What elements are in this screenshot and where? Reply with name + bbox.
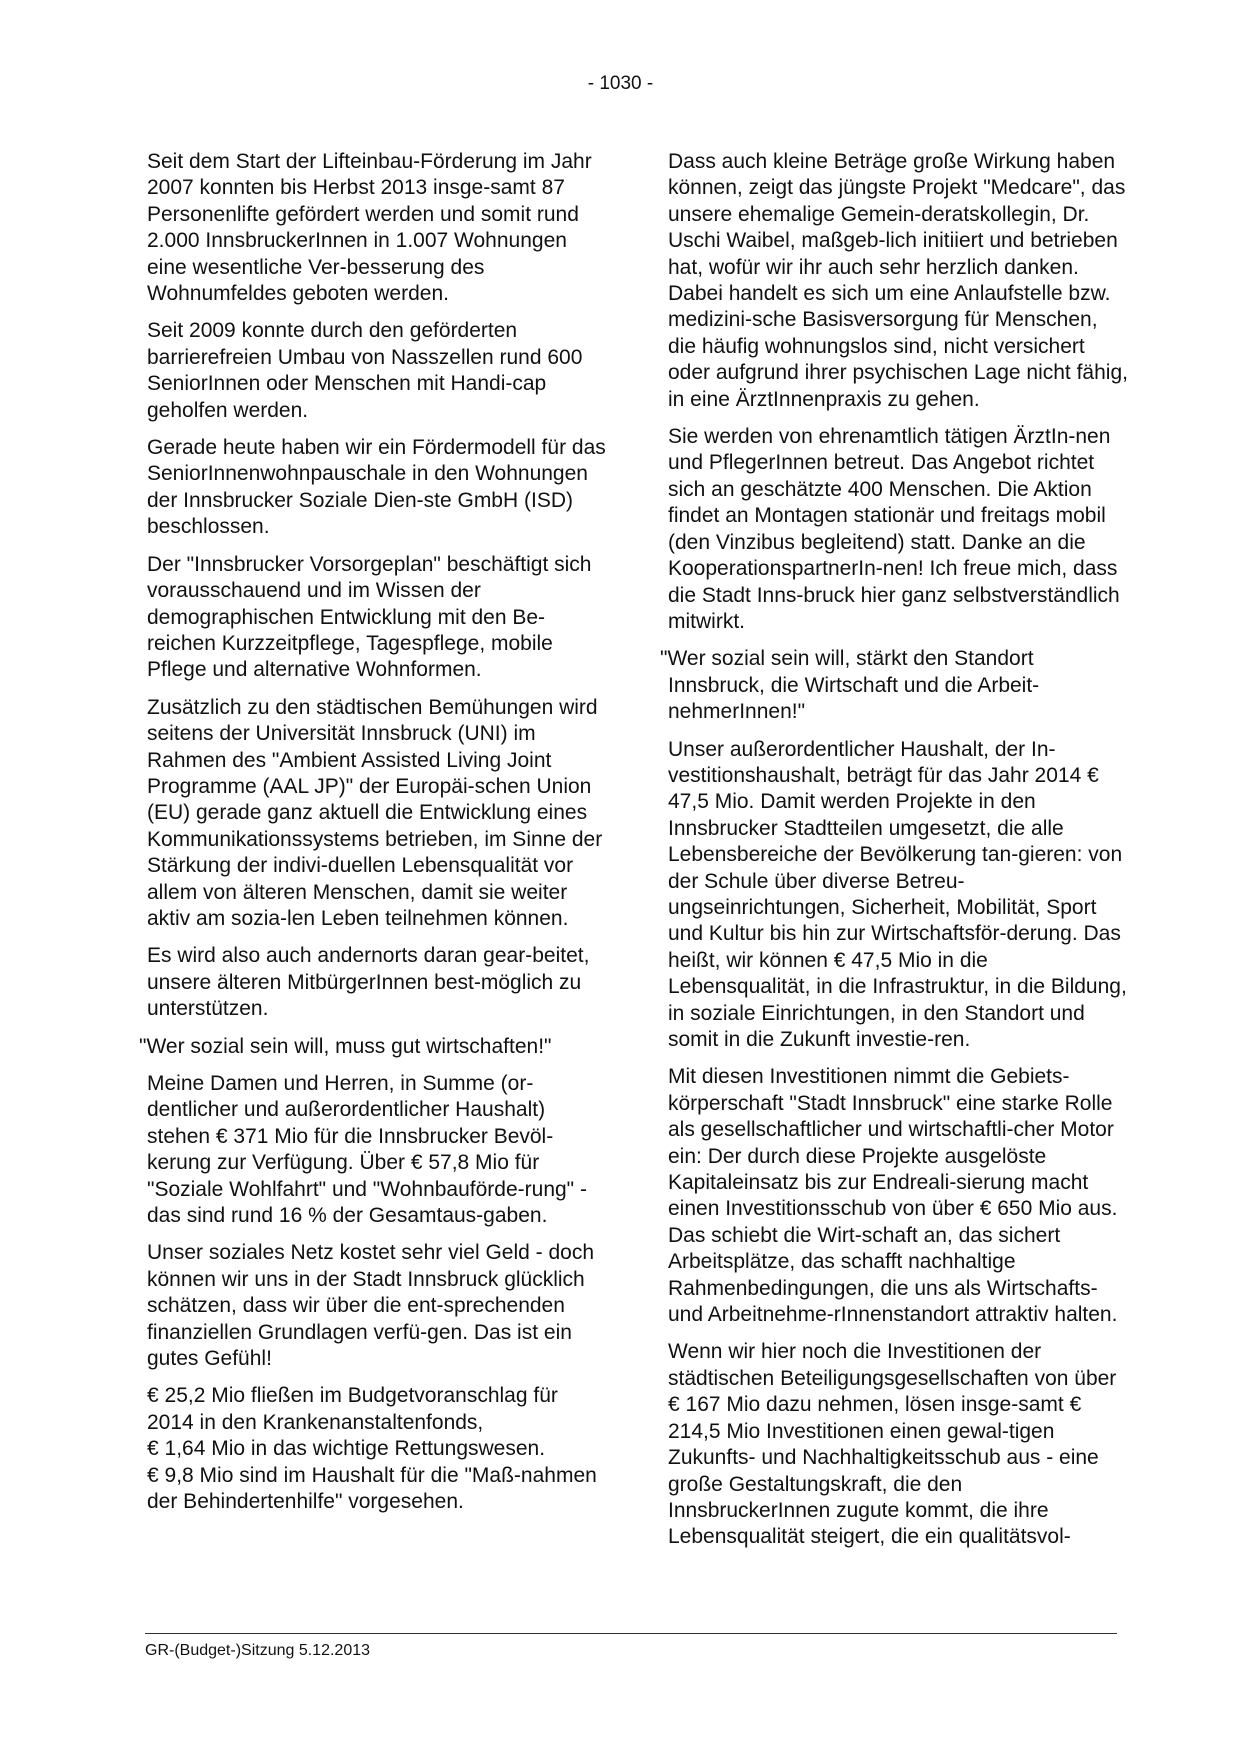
left-column [139,149,607,1527]
budget-line: € 25,2 Mio fließen im Budgetvoranschlag für 2014 in den Krankenanstaltenfonds, [147,1384,558,1434]
budget-line: € 1,64 Mio in das wichtige Rettungswesen. [147,1437,546,1461]
paragraph: Es wird also auch andernorts daran gear-beitet, unsere älteren MitbürgerInnen best-möglich zu unterstützen. [147,944,590,1021]
paragraph: Seit 2009 konnte durch den geförderten barrierefreien Umbau von Nasszellen rund 600 SeniorInnen oder Menschen mit Handi-cap geholfen werden. [147,319,583,422]
paragraph: Wenn wir hier noch die Investitionen der städtischen Beteiligungsgesellschaften von über € 167 Mio dazu nehmen, lösen insge-samt € 214,5 Mio Investitionen einen gewal-tigen Zukunfts- und Nachhaltigkeitsschub aus - eine große Gestaltungskraft, die den InnsbruckerInnen zugute kommt, die ihre Lebensqualität steigert, die ein qualitätsvol- [668,1340,1117,1549]
paragraph: Seit dem Start der Lifteinbau-Förderung im Jahr 2007 konnten bis Herbst 2013 insge-samt 87 Personenlifte gefördert werden und somit rund 2.000 InnsbruckerInnen in 1.007 Wohnungen eine wesentliche Ver-besserung des Wohnumfeldes geboten werden. [147,150,592,306]
quote-heading: "Wer sozial sein will, muss gut wirtschaften!" [139,1034,552,1058]
paragraph: Mit diesen Investitionen nimmt die Gebiets-körperschaft "Stadt Innsbruck" eine starke Rolle als gesellschaftlicher und wirtschaftli-cher Motor ein: Der durch diese Projekte ausgelöste Kapitaleinsatz bis zur Endreali-sierung macht einen Investitionsschub von über € 650 Mio aus. Das schiebt die Wirt-schaft an, das sichert Arbeitsplätze, das schafft nachhaltige Rahmenbedingungen, die uns als Wirtschafts- und Arbeitnehme-rInnenstandort attraktiv halten. [668,1065,1118,1327]
paragraph: Unser soziales Netz kostet sehr viel Geld - doch können wir uns in der Stadt Innsbruck glücklich schätzen, dass wir über die ent-sprechenden finanziellen Grundlagen verfü-gen. Das ist ein gutes Gefühl! [147,1241,595,1371]
quote-heading: "Wer sozial sein will, stärkt den Standort Innsbruck, die Wirtschaft und die Arbeit-nehmerInnen!" [660,647,1040,724]
footer-divider [145,1633,1117,1634]
paragraph: Dass auch kleine Beträge große Wirkung haben können, zeigt das jüngste Projekt "Medcare", das unsere ehemalige Gemein-deratskollegin, Dr. Uschi Waibel, maßgeb-lich initiiert und betrieben hat, wofür wir ihr auch sehr herzlich danken. Dabei handelt es sich um eine Anlaufstelle bzw. medizini-sche Basisversorgung für Menschen, die häufig wohnungslos sind, nicht versichert oder aufgrund ihrer psychischen Lage nicht fähig, in eine ÄrztInnenpraxis zu gehen. [668,150,1128,411]
footer-session-label: GR-(Budget-)Sitzung 5.12.2013 [145,1642,371,1659]
paragraph: Zusätzlich zu den städtischen Bemühungen wird seitens der Universität Innsbruck (UNI) im Rahmen des "Ambient Assisted Living Joint Programme (AAL JP)" der Europäi-schen Union (EU) gerade ganz aktuell die Entwicklung eines Kommunikationssystems betrieben, im Sinne der Stärkung der indivi-duellen Lebensqualität vor allem von älteren Menschen, damit sie weiter aktiv am sozia-len Leben teilnehmen können. [147,695,603,930]
paragraph: Meine Damen und Herren, in Summe (or-dentlicher und außerordentlicher Haushalt) stehen € 371 Mio für die Innsbrucker Bevöl-kerung zur Verfügung. Über € 57,8 Mio für "Soziale Wohlfahrt" und "Wohnbauförde-rung" - das sind rund 16 % der Gesamtaus-gaben. [147,1072,587,1228]
budget-line: € 9,8 Mio sind im Haushalt für die "Maß-nahmen der Behindertenhilfe" vorgesehen. [147,1463,597,1514]
right-column [660,149,1128,1562]
paragraph: Sie werden von ehrenamtlich tätigen ÄrztIn-nen und PflegerInnen betreut. Das Angebot richtet sich an geschätzte 400 Menschen. Die Aktion findet an Montagen stationär und freitags mobil (den Vinzibus begleitend) statt. Danke an die KooperationspartnerIn-nen! Ich freue mich, dass die Stadt Inns-bruck hier ganz selbstverständlich mitwirkt. [668,425,1120,633]
paragraph: Unser außerordentlicher Haushalt, der In-vestitionshaushalt, beträgt für das Jahr 2014 € 47,5 Mio. Damit werden Projekte in den Innsbrucker Stadtteilen umgesetzt, die alle Lebensbereiche der Bevölkerung tan-gieren: von der Schule über diverse Betreu-ungseinrichtungen, Sicherheit, Mobilität, Sport und Kultur bis hin zur Wirtschaftsför-derung. Das heißt, wir können € 47,5 Mio in die Lebensqualität, in die Infrastruktur, in die Bildung, in soziale Einrichtungen, in den Standort und somit in die Zukunft investie-ren. [668,737,1127,1051]
paragraph: Der "Innsbrucker Vorsorgeplan" beschäftigt sich vorausschauend und im Wissen der demographischen Entwicklung mit den Be-reichen Kurzzeitpflege, Tagespflege, mobile Pflege und alternative Wohnformen. [147,552,592,682]
page-number: - 1030 - [587,73,654,94]
paragraph: Gerade heute haben wir ein Fördermodell für das SeniorInnenwohnpauschale in den Wohnungen der Innsbrucker Soziale Dien-ste GmbH (ISD) beschlossen. [147,436,606,539]
